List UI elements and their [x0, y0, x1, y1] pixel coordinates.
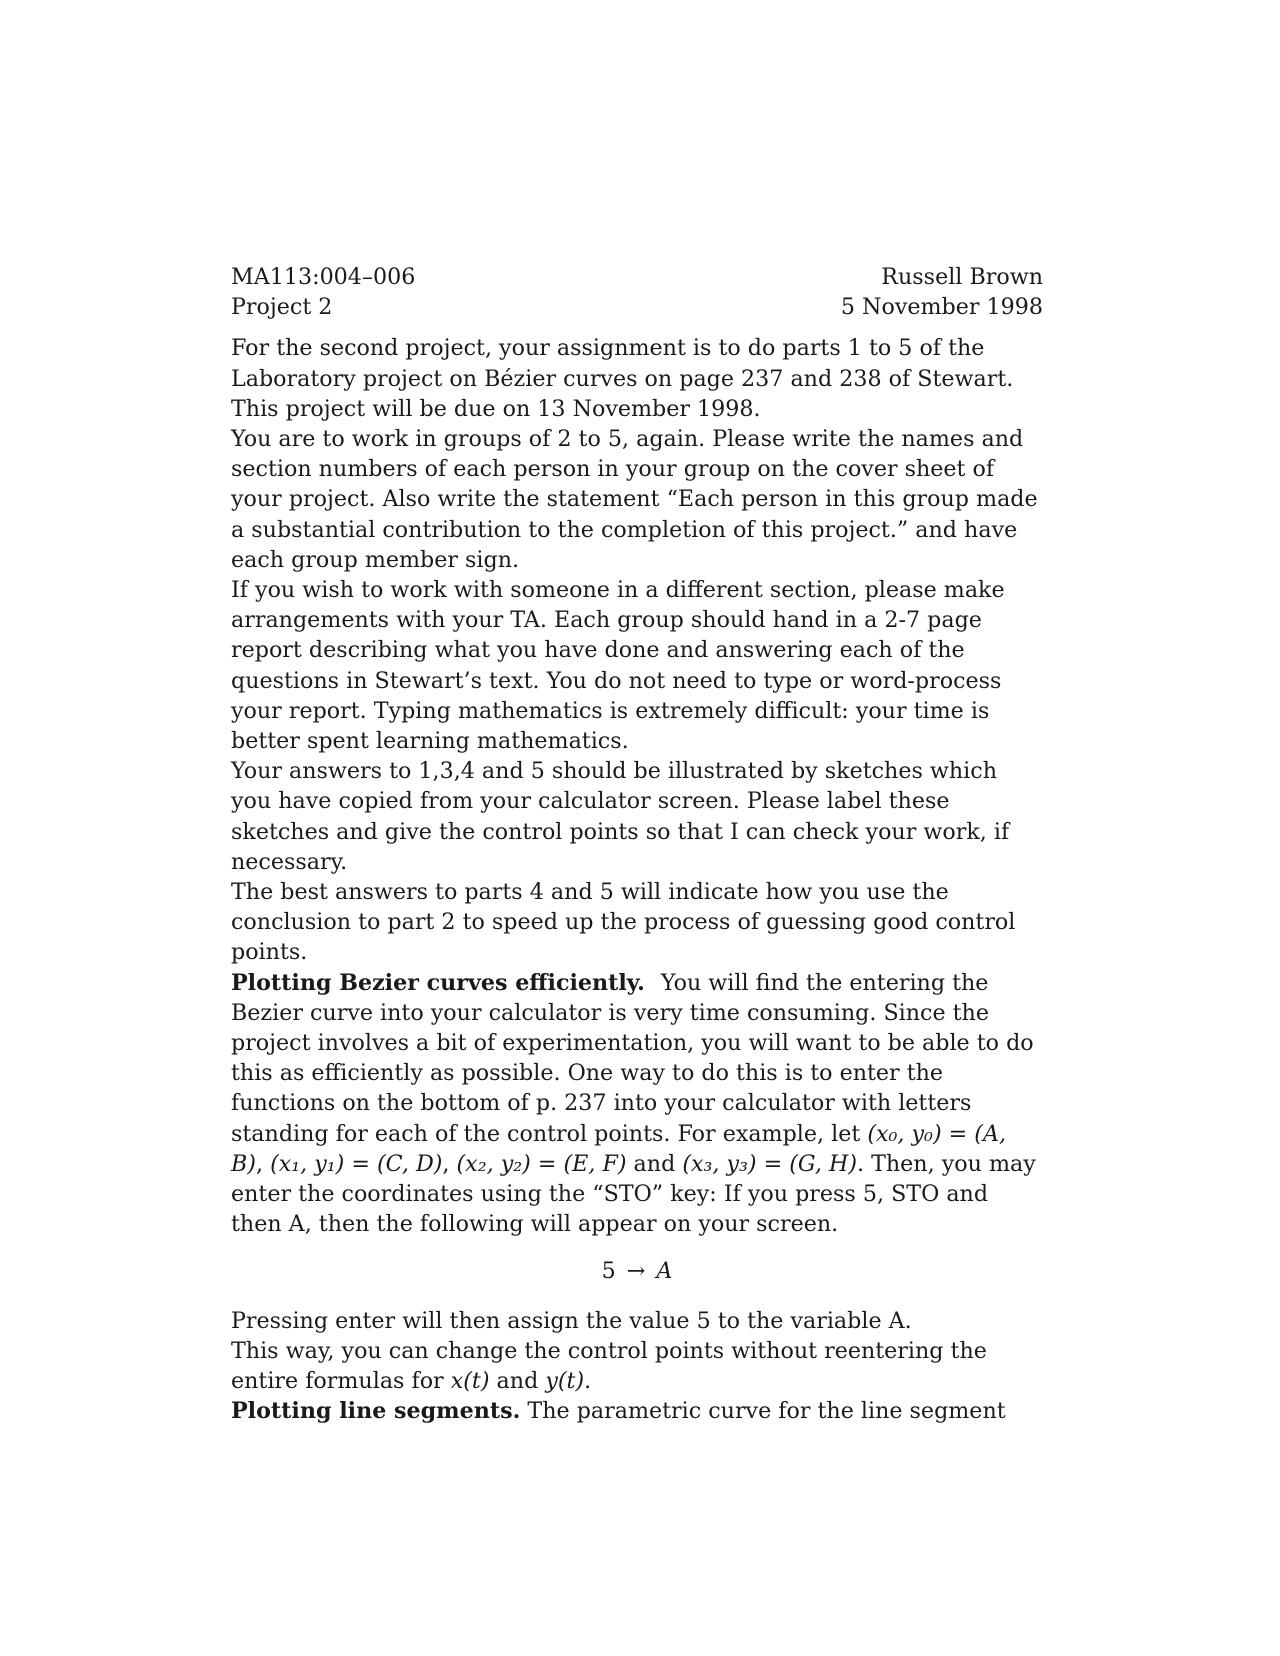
paragraph-line-segments: [231, 1396, 1043, 1426]
display-value: 5: [601, 1257, 616, 1284]
bezier-text-b: . Then, you may enter the coordinates using the “STO” key: If you press 5, STO and then A, then the following will appear on your screen.: [231, 1150, 1036, 1238]
control-points-text-a: This way, you can change the control points without reentering the entire formulas for: [231, 1337, 987, 1395]
math-y-of-t: y(t): [545, 1368, 585, 1395]
bezier-text-a: You will find the entering the Bezier curve into your calculator is very time consuming. Since the project involves a bit of experimentation, you will want to be able to do this as efficiently as possible. One way to do this is to enter the functions on the bottom of p. 237 into your calculator with letters standing for each of the control points. For example, let: [231, 969, 1034, 1147]
display-variable: A: [656, 1257, 673, 1284]
display-equation: [231, 1256, 1043, 1286]
section-heading-bezier: Plotting Bezier curves efficiently.: [231, 969, 645, 996]
math-separator-1: ,: [255, 1150, 271, 1177]
math-control-point-1: (x₁, y₁) = (C, D): [270, 1150, 443, 1177]
paragraph-pressing-enter: Pressing enter will then assign the value 5 to the variable A.: [231, 1307, 912, 1334]
document-body: [231, 333, 1043, 1426]
header-left: [231, 262, 415, 322]
math-x-of-t: x(t): [450, 1368, 490, 1395]
paragraph-best-answers: The best answers to parts 4 and 5 will indicate how you use the conclusion to part 2 to speed up the process of guessing good control points.: [231, 879, 1016, 966]
math-separator-3: and: [626, 1150, 683, 1177]
math-control-point-0: (x₀, y₀) = (A, B): [231, 1120, 1007, 1177]
paragraph-groups: You are to work in groups of 2 to 5, again. Please write the names and section numbers of each person in your group on the cover sheet of your project. Also write the statement “Each person in this group made a substantial contribution to the completion of this project.” and have each group member sign.: [231, 426, 1038, 573]
math-control-point-2: (x₂, y₂) = (E, F): [456, 1150, 627, 1177]
section-heading-line-segments: Plotting line segments.: [231, 1398, 521, 1425]
project-title: Project 2: [231, 294, 333, 321]
math-separator-2: ,: [442, 1150, 457, 1177]
document-page: [231, 262, 1043, 1427]
paragraph-bezier-efficiency: [231, 968, 1043, 1240]
header-right: [841, 262, 1043, 322]
control-points-text-b: and: [496, 1368, 539, 1395]
paragraph-report: If you wish to work with someone in a different section, please make arrangements with your TA. Each group should hand in a 2-7 page report describing what you have done and answering each of the questions in Stewart’s text. You do not need to type or word-process your report. Typing mathematics is extremely difficult: your time is better spent learning mathematics.: [231, 577, 1005, 755]
author-name: Russell Brown: [881, 264, 1043, 290]
paragraph-sketches: Your answers to 1,3,4 and 5 should be illustrated by sketches which you have copied from your calculator screen. Please label these sketches and give the control points so that I can check your work, if necessary.: [231, 758, 1010, 875]
document-date: 5 November 1998: [840, 294, 1043, 321]
arrow-icon: →: [626, 1257, 646, 1284]
document-header: [231, 262, 1043, 322]
paragraph-assignment: For the second project, your assignment is to do parts 1 to 5 of the Laboratory project on Bézier curves on page 237 and 238 of Stewart. This project will be due on 13 November 1998.: [231, 335, 1014, 422]
paragraph-change-control-points: [231, 1336, 1043, 1396]
line-segments-text: The parametric curve for the line segment: [527, 1398, 1006, 1425]
course-code: MA113:004–006: [231, 264, 416, 290]
math-control-point-3: (x₃, y₃) = (G, H): [682, 1150, 857, 1177]
control-points-text-c: .: [584, 1368, 592, 1395]
